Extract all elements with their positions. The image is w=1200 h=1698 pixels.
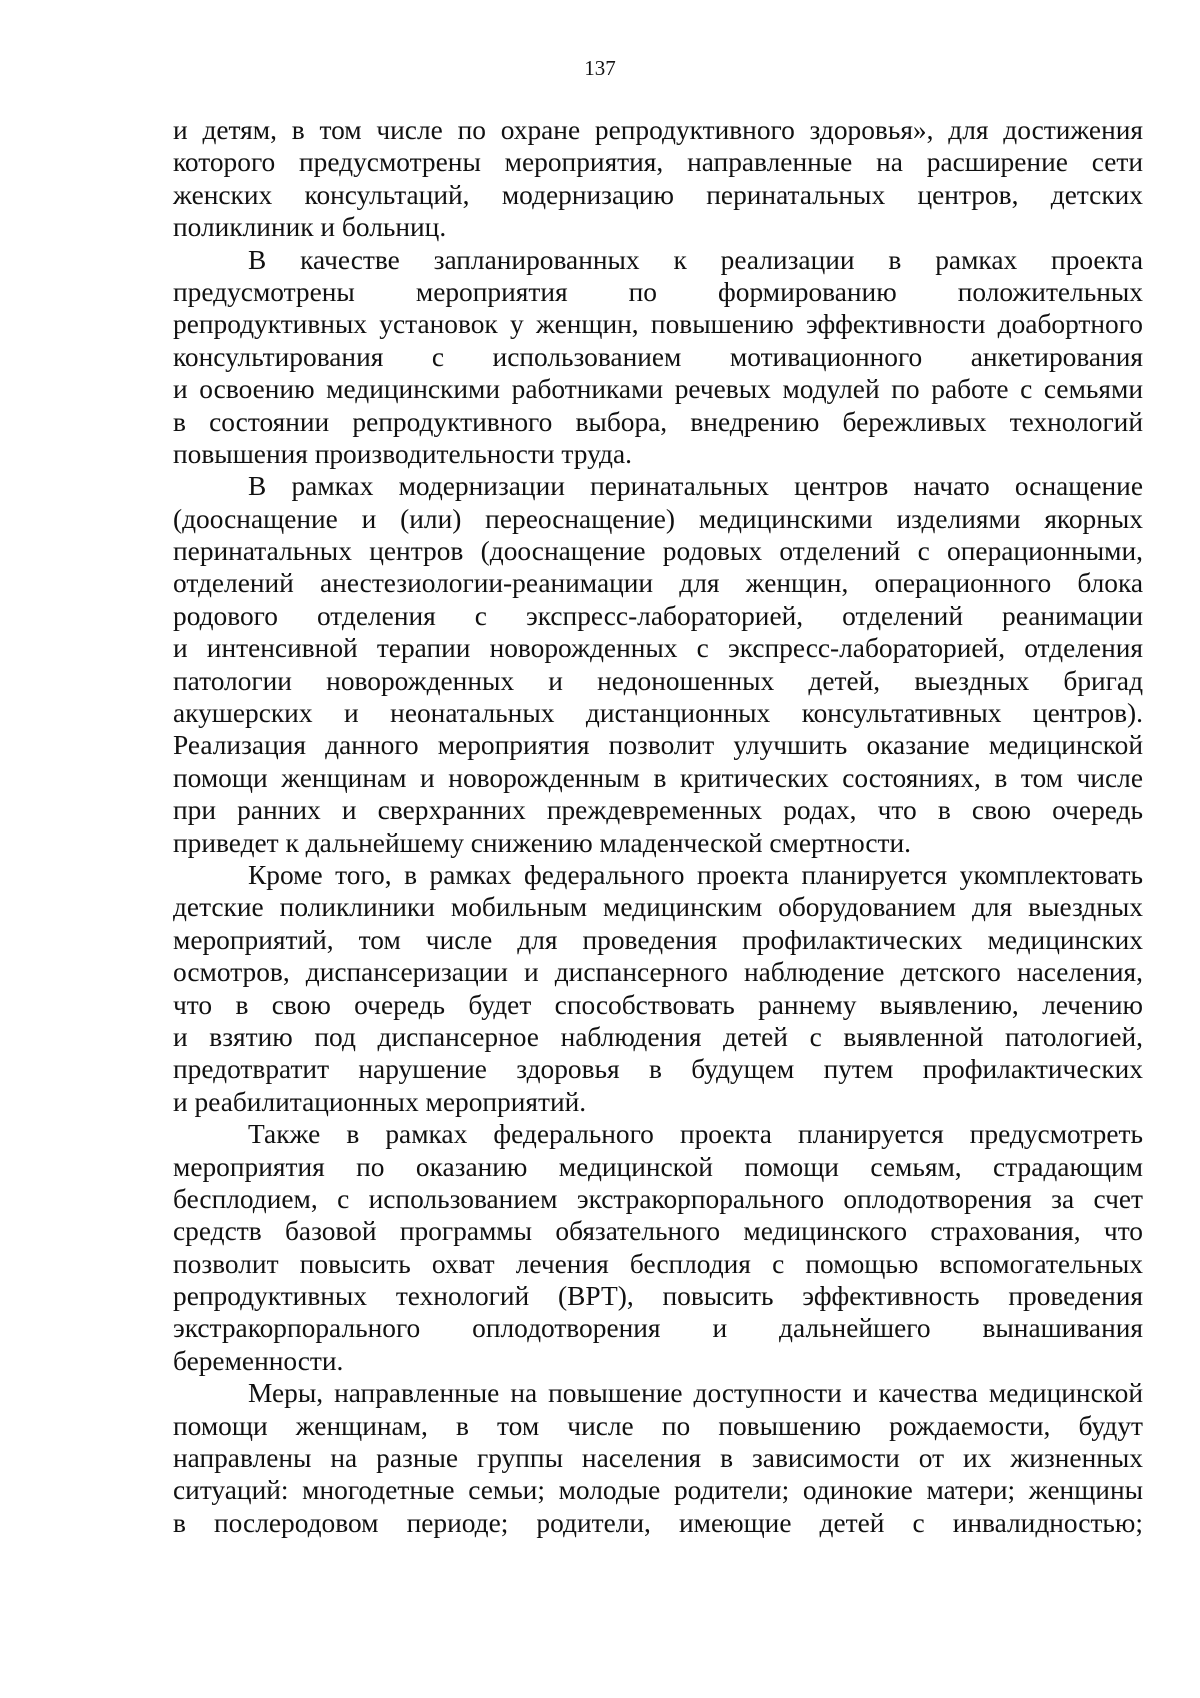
text-line: предусмотрены мероприятия по формированию положительных xyxy=(173,276,1143,307)
text-line: родового отделения с экспресс-лабораторией, отделений реанимации xyxy=(173,600,1143,631)
text-line: ситуаций: многодетные семьи; молодые родители; одинокие матери; женщины xyxy=(173,1475,1143,1506)
text-line: В рамках модернизации перинатальных центров начато оснащение xyxy=(248,471,1143,502)
text-line: повышения производительности труда. xyxy=(173,438,632,469)
paragraph xyxy=(173,1118,1143,1377)
text-line: позволит повысить охват лечения бесплодия с помощью вспомогательных xyxy=(173,1248,1143,1279)
text-line: женских консультаций, модернизацию перинатальных центров, детских xyxy=(173,179,1143,210)
text-line: отделений анестезиологии-реанимации для женщин, операционного блока xyxy=(173,568,1143,599)
text-line: предотвратит нарушение здоровья в будущем путем профилактических xyxy=(173,1054,1143,1085)
text-line: помощи женщинам и новорожденным в критических состояниях, в том числе xyxy=(173,762,1143,793)
text-line: патологии новорожденных и недоношенных детей, выездных бригад xyxy=(173,665,1143,696)
text-line: и реабилитационных мероприятий. xyxy=(173,1086,587,1117)
paragraph xyxy=(173,244,1143,471)
text-line: средств базовой программы обязательного медицинского страхования, что xyxy=(173,1216,1143,1247)
text-line: при ранних и сверхранних преждевременных родах, что в свою очередь xyxy=(173,795,1143,826)
text-line: беременности. xyxy=(173,1345,344,1376)
text-line: что в свою очередь будет способствовать раннему выявлению, лечению xyxy=(173,989,1143,1020)
text-line: репродуктивных установок у женщин, повышению эффективности доабортного xyxy=(173,309,1143,340)
text-line: приведет к дальнейшему снижению младенческой смертности. xyxy=(173,827,911,858)
paragraph xyxy=(173,114,1143,244)
text-line: (дооснащение и (или) переоснащение) медицинскими изделиями якорных xyxy=(173,503,1143,534)
text-line: и освоению медицинскими работниками речевых модулей по работе с семьями xyxy=(173,374,1143,405)
text-line: направлены на разные группы населения в зависимости от их жизненных xyxy=(173,1443,1143,1474)
body-text xyxy=(173,114,1143,1539)
text-line: консультирования с использованием мотивационного анкетирования xyxy=(173,341,1143,372)
text-line: поликлиник и больниц. xyxy=(173,212,447,243)
text-line: помощи женщинам, в том числе по повышению рождаемости, будут xyxy=(173,1410,1143,1441)
text-line: мероприятий, том числе для проведения профилактических медицинских xyxy=(173,924,1143,955)
paragraph xyxy=(173,859,1143,1118)
page-number: 137 xyxy=(584,56,616,80)
text-line: Кроме того, в рамках федерального проекта планируется укомплектовать xyxy=(248,859,1143,890)
paragraph xyxy=(173,1377,1143,1539)
text-line: Меры, направленные на повышение доступности и качества медицинской xyxy=(248,1378,1143,1409)
text-line: и интенсивной терапии новорожденных с экспресс-лабораторией, отделения xyxy=(173,633,1143,664)
text-line: бесплодием, с использованием экстракорпорального оплодотворения за счет xyxy=(173,1183,1143,1214)
text-line: экстракорпорального оплодотворения и дальнейшего вынашивания xyxy=(173,1313,1143,1344)
text-line: в состоянии репродуктивного выбора, внедрению бережливых технологий xyxy=(173,406,1143,437)
text-line: которого предусмотрены мероприятия, направленные на расширение сети xyxy=(173,147,1143,178)
text-line: акушерских и неонатальных дистанционных консультативных центров). xyxy=(173,698,1143,729)
text-line: перинатальных центров (дооснащение родовых отделений с операционными, xyxy=(173,536,1143,567)
text-line: и детям, в том числе по охране репродуктивного здоровья», для достижения xyxy=(173,115,1143,145)
text-line: репродуктивных технологий (ВРТ), повысить эффективность проведения xyxy=(173,1281,1143,1312)
text-line: осмотров, диспансеризации и диспансерного наблюдение детского населения, xyxy=(173,957,1143,988)
text-line: Реализация данного мероприятия позволит улучшить оказание медицинской xyxy=(173,730,1143,761)
text-line: и взятию под диспансерное наблюдения детей с выявленной патологией, xyxy=(173,1021,1143,1052)
text-line: детские поликлиники мобильным медицинским оборудованием для выездных xyxy=(173,892,1143,923)
text-line: в послеродовом периоде; родители, имеющие детей с инвалидностью; xyxy=(173,1507,1143,1538)
text-line: Также в рамках федерального проекта планируется предусмотреть xyxy=(248,1119,1143,1150)
text-line: мероприятия по оказанию медицинской помощи семьям, страдающим xyxy=(173,1151,1143,1182)
text-line: В качестве запланированных к реализации в рамках проекта xyxy=(248,244,1143,275)
paragraph xyxy=(173,470,1143,859)
